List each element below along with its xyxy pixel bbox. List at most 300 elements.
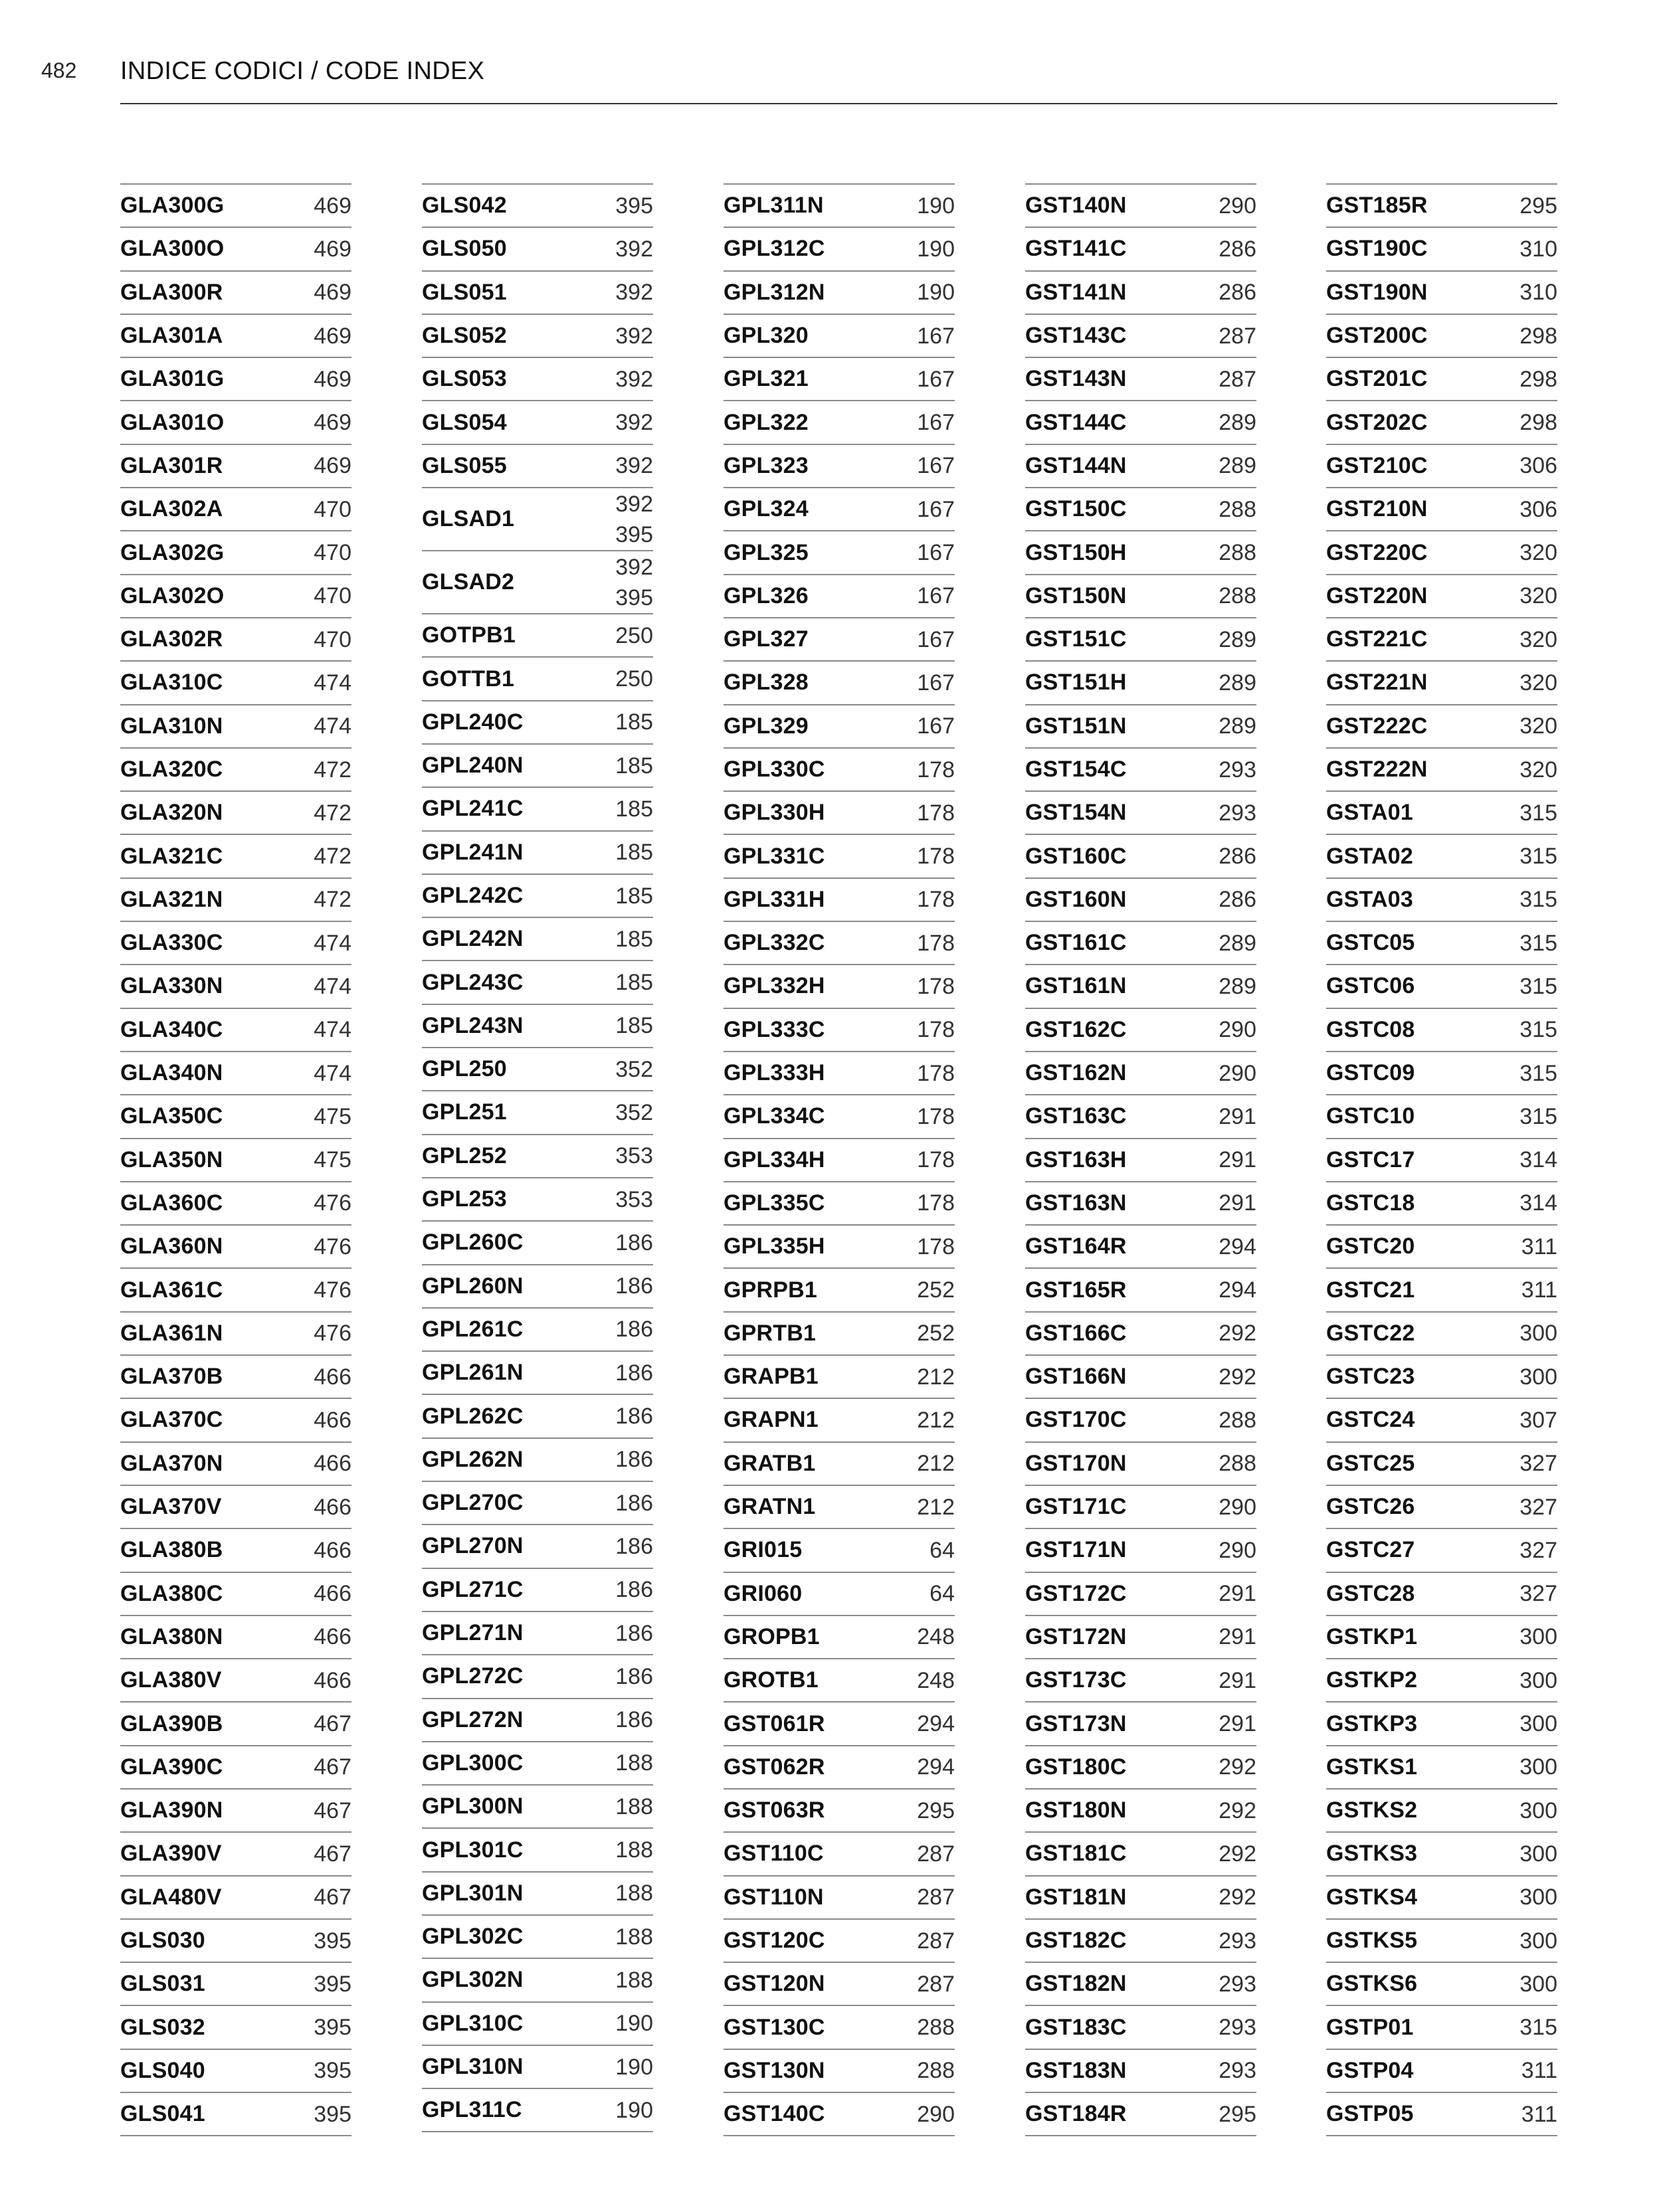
index-row [1326,1703,1557,1746]
page-reference: 474 [314,930,351,956]
index-column-1 [120,183,351,2136]
index-row [724,1182,955,1226]
page-reference-group [917,668,955,698]
index-row [1025,401,1256,444]
index-row [724,1746,955,1790]
index-row [1025,1443,1256,1486]
index-row [422,1786,653,1829]
product-code: GLS040 [120,2057,205,2083]
index-row [724,662,955,705]
product-code: GSTKS5 [1326,1928,1418,1954]
page-reference: 467 [314,1885,351,1910]
page-reference: 469 [314,453,351,479]
page-reference: 298 [1519,366,1557,392]
index-row [120,1226,351,1269]
product-code: GST141N [1025,279,1127,305]
page-reference: 190 [615,2097,653,2123]
page-reference: 167 [917,410,955,436]
product-code: GLA390C [120,1754,223,1780]
product-code: GLA370B [120,1364,223,1390]
page-reference: 212 [917,1494,955,1520]
page-reference: 292 [1219,1841,1256,1867]
page-reference-group [1519,407,1557,438]
page-reference: 327 [1519,1581,1557,1607]
product-code: GPL332H [724,973,825,999]
index-row [1025,1529,1256,1572]
product-code: GPRPB1 [724,1277,818,1303]
product-code: GLA390B [120,1710,223,1736]
page-reference-group [615,794,653,824]
page-reference: 293 [1219,2058,1256,2084]
index-row [1326,1182,1557,1226]
page-reference-group [314,2099,351,2130]
index-row [422,1048,653,1091]
product-code: GLS032 [120,2014,205,2040]
page-reference: 188 [615,1750,653,1776]
index-row [120,1746,351,1790]
index-row [724,2093,955,2136]
index-row [422,488,653,551]
page-reference: 178 [917,1017,955,1043]
page-reference-group [1219,1969,1256,1999]
product-code: GSTC20 [1326,1234,1415,1259]
index-row [422,1742,653,1786]
page-reference-group [1519,277,1557,308]
page-reference-group [1519,928,1557,959]
product-code: GLS031 [120,1971,205,1997]
index-row [120,1095,351,1139]
page-reference-group [917,1926,955,1956]
page-reference: 300 [1519,1364,1557,1390]
index-row [1025,315,1256,358]
page-reference-group [1219,755,1256,785]
page-reference-group [314,277,351,308]
index-row [724,922,955,965]
product-code: GST143N [1025,366,1127,392]
page-reference: 290 [1219,193,1256,219]
page-reference: 466 [314,1407,351,1433]
product-code: GPL333H [724,1060,825,1086]
product-code: GST144N [1025,452,1127,478]
page-reference-group [314,1014,351,1045]
page-reference: 252 [917,1321,955,1346]
page-reference-group [615,924,653,955]
page-reference-group [1519,841,1557,872]
index-row [120,1573,351,1616]
product-code: GLSAD1 [422,506,515,532]
page-reference: 186 [615,1490,653,1516]
page-reference-group [615,1878,653,1908]
page-reference: 185 [615,1013,653,1039]
page-reference-group [1219,277,1256,308]
page-reference: 64 [929,1581,955,1607]
page-reference: 395 [314,1928,351,1954]
index-row [422,745,653,788]
page-reference-group [314,581,351,611]
product-code: GST163C [1025,1103,1127,1129]
page-reference: 188 [615,1794,653,1819]
page-reference-group [917,1708,955,1739]
product-code: GROPB1 [724,1623,820,1649]
index-row [120,1399,351,1442]
index-row [1025,1790,1256,1833]
product-code: GST183C [1025,2014,1127,2040]
index-row [422,185,653,228]
page-reference: 188 [615,1837,653,1863]
page-reference: 300 [1519,1928,1557,1954]
page-reference: 167 [917,453,955,479]
page-reference-group [917,755,955,785]
product-code: GLS030 [120,1928,205,1954]
index-row [1025,1269,1256,1312]
page-reference: 288 [1219,583,1256,609]
product-code: GST151H [1025,670,1127,695]
page-reference: 288 [917,2015,955,2041]
page-reference: 288 [1219,540,1256,566]
product-code: GST143C [1025,323,1127,349]
page-reference-group [917,1969,955,1999]
page-reference-group [1521,1232,1557,1262]
page-reference-group [917,581,955,611]
index-row [1326,792,1557,835]
product-code: GSTC09 [1326,1060,1415,1086]
product-code: GPL272N [422,1706,524,1732]
product-code: GSTC25 [1326,1450,1415,1476]
page-reference: 474 [314,670,351,695]
index-row [1326,1877,1557,1920]
page-reference: 167 [917,323,955,349]
product-code: GPL301C [422,1837,524,1863]
page-reference: 293 [1219,800,1256,826]
page-reference: 186 [615,1707,653,1733]
page-reference: 320 [1519,583,1557,609]
page-reference-group [1519,1014,1557,1045]
page-reference: 470 [314,496,351,522]
product-code: GLA301R [120,452,223,478]
product-code: GLA360C [120,1190,223,1216]
page-reference-group [615,489,653,550]
page-reference-group [917,1752,955,1782]
page-reference: 300 [1519,1797,1557,1823]
page-reference-group [1519,668,1557,698]
page-reference: 293 [1219,2015,1256,2041]
index-row [120,1833,351,1876]
index-row [120,618,351,662]
page-reference: 293 [1219,1971,1256,1997]
page-reference-group [314,1621,351,1652]
index-row [422,1655,653,1699]
page-reference-group [1521,2099,1557,2130]
page-reference-group [615,277,653,308]
page-reference: 311 [1521,2101,1557,2127]
index-row [1326,1443,1557,1486]
page-reference-group [314,1188,351,1218]
page-reference-group [917,1448,955,1479]
index-row [120,1659,351,1703]
page-reference: 392 [615,236,653,262]
page-reference-group [1519,1318,1557,1348]
index-row [724,2006,955,2049]
page-reference: 186 [615,1230,653,1255]
page-reference: 178 [917,887,955,913]
page-reference-group [1219,798,1256,828]
index-row [1025,1833,1256,1876]
product-code: GLA361C [120,1277,223,1303]
product-code: GPL302N [422,1967,524,1993]
page-reference: 474 [314,973,351,999]
page-reference: 327 [1519,1537,1557,1563]
product-code: GPL332C [724,930,825,956]
page-reference-group [1219,234,1256,264]
page-reference-group [615,967,653,998]
index-row [1025,965,1256,1008]
index-row [1326,1573,1557,1616]
page-reference-group [1519,581,1557,611]
page-reference: 300 [1519,1624,1557,1650]
index-row [422,1482,653,1525]
product-code: GPL243N [422,1012,524,1038]
product-code: GPL252 [422,1143,507,1168]
page-reference: 178 [917,1103,955,1129]
product-code: GSTP01 [1326,2014,1414,2040]
page-reference: 167 [917,583,955,609]
index-row [422,1352,653,1395]
index-row [120,1356,351,1399]
index-row [120,1920,351,1963]
page-reference-group [1219,1058,1256,1089]
page-reference: 287 [1219,366,1256,392]
page-reference-group [314,624,351,655]
index-row [120,272,351,315]
index-row [724,1052,955,1095]
index-row [1025,488,1256,531]
page-reference: 186 [615,1447,653,1473]
product-code: GPL260C [422,1230,524,1255]
index-row [1326,1313,1557,1356]
page-reference: 469 [314,323,351,349]
index-row [120,488,351,531]
index-row [120,1269,351,1312]
index-row [422,1265,653,1309]
index-row [1025,272,1256,315]
page-reference-group [314,494,351,525]
product-code: GST110N [724,1884,824,1910]
page-reference: 287 [917,1885,955,1910]
index-row [120,228,351,271]
page-reference-group [615,620,653,651]
page-reference-group [314,1275,351,1305]
product-code: GPL243C [422,969,524,995]
page-reference-group [615,1228,653,1258]
page-reference-group [615,1748,653,1778]
page-reference: 472 [314,757,351,783]
index-row [1025,1746,1256,1790]
page-reference-group [1219,191,1256,221]
product-code: GPL262C [422,1403,524,1429]
page-reference-group [314,1232,351,1262]
product-code: GPL330H [724,800,825,826]
index-row [120,1052,351,1095]
product-code: GLS050 [422,236,507,262]
product-code: GLA361N [120,1320,223,1346]
page-reference-group [1519,1665,1557,1696]
index-row [1326,2050,1557,2093]
page-reference: 311 [1521,2058,1557,2084]
index-row [1326,1226,1557,1269]
product-code: GPL270C [422,1490,524,1516]
product-code: GPL301N [422,1880,524,1906]
index-row [1326,1616,1557,1659]
index-row [1326,1963,1557,2006]
product-code: GLA302R [120,626,223,652]
page-reference-group [1219,1535,1256,1566]
page-reference-group [1519,755,1557,785]
page-reference: 288 [1219,1451,1256,1477]
page-reference: 392 [615,280,653,306]
page-reference-group [917,1665,955,1696]
page-reference: 295 [1519,193,1557,219]
page-reference-group [917,1058,955,1089]
index-row [724,401,955,444]
page-reference: 188 [615,1881,653,1906]
page-reference: 320 [1519,540,1557,566]
index-row [1025,1573,1256,1616]
product-code: GST201C [1326,366,1428,392]
product-code: GLA300O [120,236,225,262]
product-code: GLA302A [120,496,223,522]
product-code: GSTC18 [1326,1190,1415,1216]
page-reference-group [314,1535,351,1566]
product-code: GLA330C [120,930,223,956]
page-reference: 352 [615,1099,653,1125]
page-reference-group [917,277,955,308]
page-reference-group [314,884,351,915]
page-reference: 289 [1219,930,1256,956]
index-row [724,488,955,531]
index-row [1326,835,1557,878]
page-reference: 190 [615,2011,653,2037]
page-reference-group [917,884,955,915]
page-reference-group [1219,1926,1256,1956]
page-reference: 250 [615,666,653,692]
product-code: GSTC27 [1326,1537,1415,1563]
page-reference: 185 [615,926,653,952]
product-code: GLS055 [422,452,507,478]
page-reference-group [314,1405,351,1435]
index-row [724,272,955,315]
page-reference: 290 [917,2101,955,2127]
product-code: GSTA03 [1326,886,1413,912]
page-reference-group [615,2008,653,2039]
page-reference-group [917,1621,955,1652]
page-reference-group [1219,2055,1256,2086]
index-row [724,1703,955,1746]
page-reference-group [1219,1578,1256,1609]
product-code: GST180N [1025,1797,1127,1823]
page-reference-group [1519,798,1557,828]
product-code: GST172C [1025,1580,1127,1606]
page-reference: 395 [314,1971,351,1997]
page-reference: 167 [917,713,955,739]
index-row [120,792,351,835]
page-reference: 315 [1519,887,1557,913]
page-reference-group [615,707,653,737]
page-reference: 472 [314,887,351,913]
page-reference: 467 [314,1754,351,1780]
index-row [724,315,955,358]
page-reference: 310 [1519,280,1557,306]
product-code: GST140C [724,2101,825,2127]
page-reference-group [1219,450,1256,481]
product-code: GLA380N [120,1623,223,1649]
page-reference-group [1219,321,1256,351]
product-code: GST202C [1326,409,1428,435]
product-code: GLA301A [120,323,223,349]
page-reference-group [917,321,955,351]
page-reference-group [917,1318,955,1348]
product-code: GPL328 [724,670,809,695]
product-code: GSTKS1 [1326,1754,1418,1780]
page-reference-group [314,798,351,828]
product-code: GPL331H [724,886,825,912]
index-row [120,1616,351,1659]
page-reference: 287 [917,1971,955,1997]
product-code: GPL334H [724,1147,825,1172]
index-row [1025,531,1256,575]
page-reference-group [1219,668,1256,698]
index-row [1326,315,1557,358]
index-row [1326,1269,1557,1312]
page-reference-group [1519,2012,1557,2043]
page-reference: 392 [615,366,653,392]
page-reference: 474 [314,713,351,739]
page-reference: 290 [1219,1494,1256,1520]
index-row [1025,1009,1256,1052]
page-reference: 286 [1219,844,1256,870]
page-reference-group [1519,537,1557,568]
product-code: GST222N [1326,757,1428,782]
page-reference-group [314,1752,351,1782]
index-row [724,1920,955,1963]
page-reference-group [314,1448,351,1479]
page-reference: 392 [615,323,653,349]
product-code: GST150C [1025,496,1127,522]
page-reference: 472 [314,844,351,870]
page-reference-group [615,1705,653,1735]
product-code: GLA320C [120,757,223,782]
product-code: GPL322 [724,409,809,435]
index-row [1326,1920,1557,1963]
page-reference-group [929,1578,955,1609]
page-reference: 287 [917,1841,955,1867]
index-row [422,228,653,271]
page-reference-group [1519,884,1557,915]
page-reference-group [917,2099,955,2130]
page-reference-group [615,837,653,868]
page-reference-group [1519,1188,1557,1218]
page-reference: 185 [615,883,653,909]
product-code: GSTC22 [1326,1320,1415,1346]
product-code: GPL242N [422,926,524,952]
product-code: GRI015 [724,1537,803,1563]
index-row [1025,2093,1256,2136]
page-reference: 476 [314,1277,351,1303]
page-reference-group [917,537,955,568]
page-reference: 306 [1519,496,1557,522]
page-reference-group [314,450,351,481]
page-reference: 315 [1519,1060,1557,1086]
product-code: GLA302G [120,539,225,565]
